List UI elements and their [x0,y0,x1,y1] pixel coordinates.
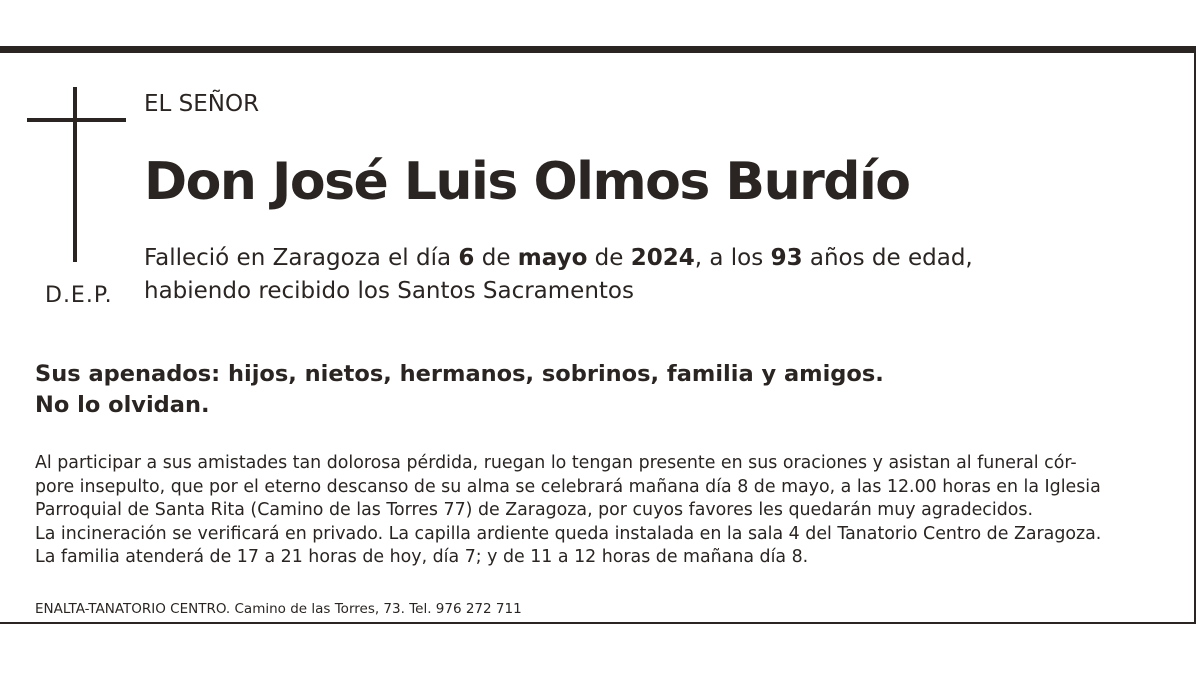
deceased-name: Don José Luis Olmos Burdío [144,152,910,212]
death-text: , a los [694,245,771,271]
mourners [35,359,1135,421]
death-line-1 [144,242,1144,275]
cross-icon-horizontal [27,118,126,122]
death-text: de [474,245,518,271]
death-text: Falleció en Zaragoza el día [144,245,459,271]
death-day: 6 [458,245,475,271]
funeral-notice-body [35,452,1175,570]
body-line: Parroquial de Santa Rita (Camino de las Torres 77) de Zaragoza, por cuyos favores les quedarán muy agradecidos. [35,500,1033,520]
death-month: mayo [517,245,588,271]
honorific: EL SEÑOR [144,91,260,117]
death-details [144,242,1144,308]
death-age: 93 [770,245,803,271]
cross-icon-vertical [73,87,77,262]
funeral-home-footer: ENALTA-TANATORIO CENTRO. Camino de las Torres, 73. Tel. 976 272 711 [35,601,522,617]
dep-label: D.E.P. [45,283,113,308]
body-line: La incineración se verificará en privado. La capilla ardiente queda instalada en la sala 4 del Tanatorio Centro de Zaragoza. [35,523,1102,544]
mourners-line-2: No lo olvidan. [35,392,210,418]
death-text: años de edad, [802,245,973,271]
body-line: Al participar a sus amistades tan dolorosa pérdida, ruegan lo tengan presente en sus oraciones y asistan al funeral cór- [35,453,1077,473]
body-line: La familia atenderá de 17 a 21 horas de hoy, día 7; y de 11 a 12 horas de mañana día 8. [35,547,809,567]
death-year: 2024 [630,245,695,271]
death-text: de [587,245,631,271]
body-line: pore insepulto, que por el eterno descanso de su alma se celebrará mañana día 8 de mayo, a las 12.00 horas en la Iglesia [35,476,1101,497]
death-line-2: habiendo recibido los Santos Sacramentos [144,278,634,304]
mourners-line-1: Sus apenados: hijos, nietos, hermanos, sobrinos, familia y amigos. [35,361,884,387]
